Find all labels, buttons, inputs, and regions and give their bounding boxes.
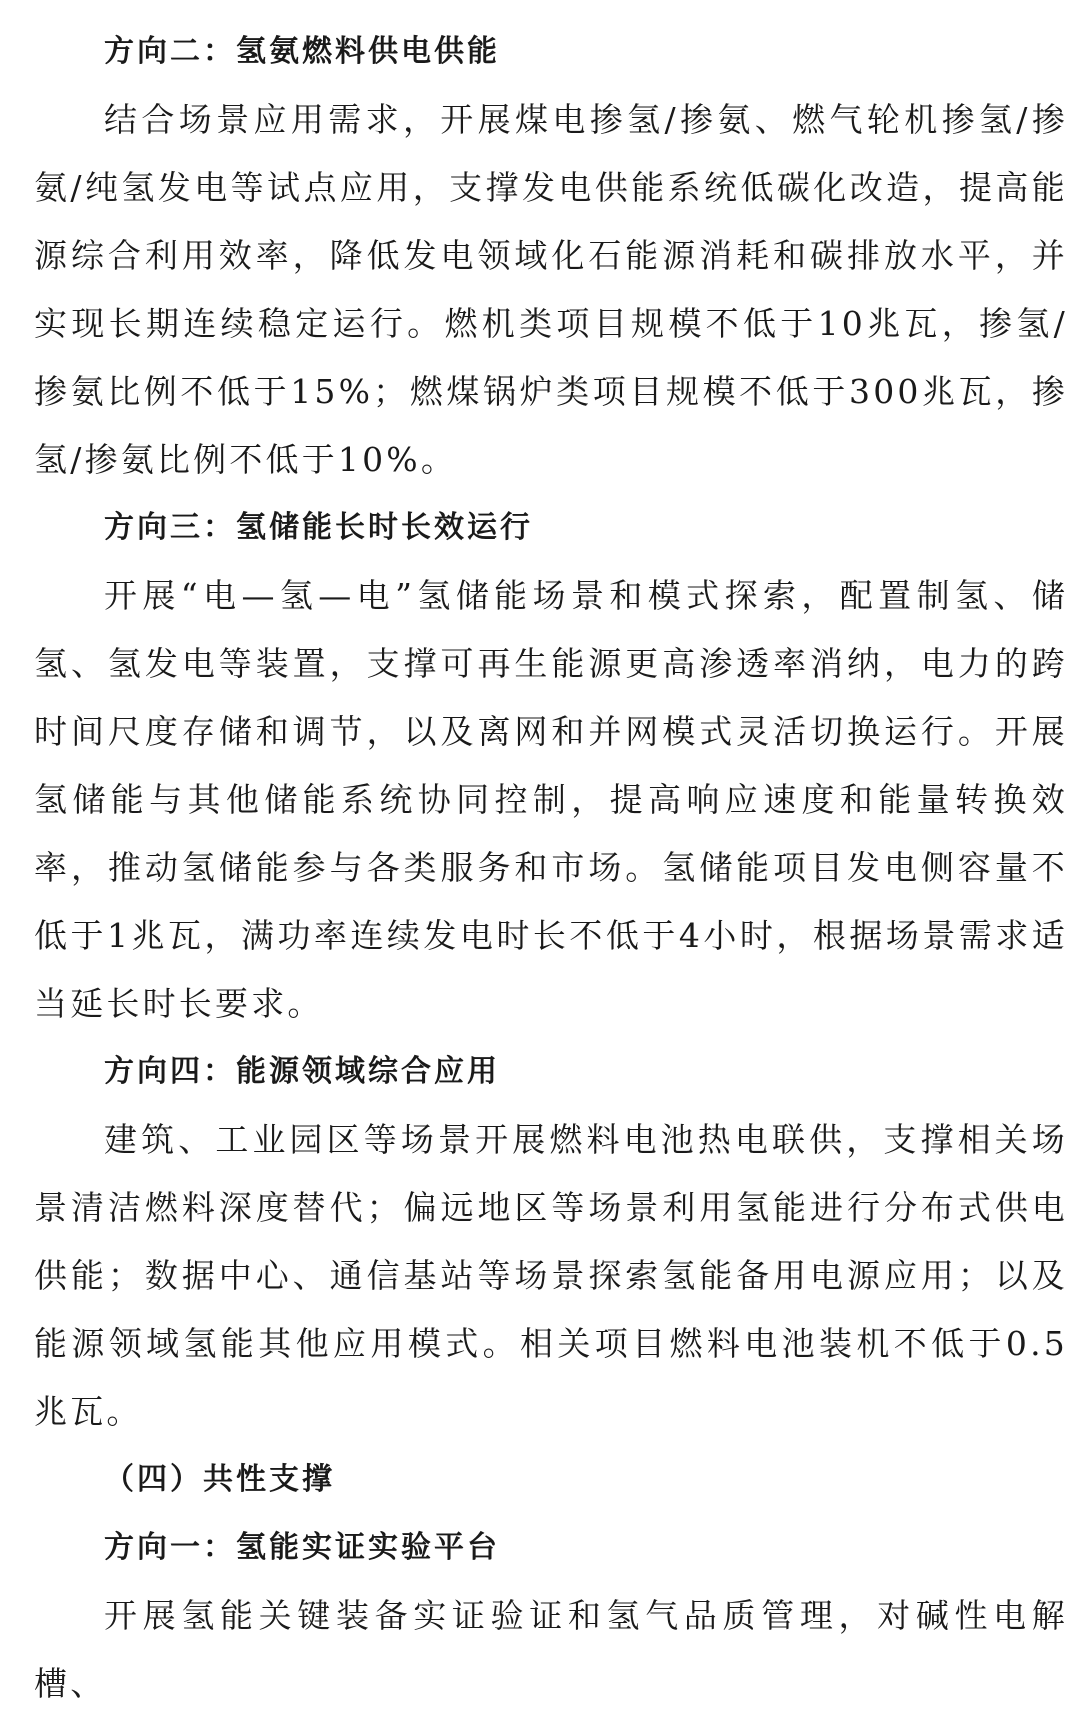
heading-direction-2: 方向二：氢氨燃料供电供能 <box>104 34 500 69</box>
paragraph-direction-2: 结合场景应用需求，开展煤电掺氢/掺氨、燃气轮机掺氢/掺氨/纯氢发电等试点应用，支撑发电供能系统低碳化改造，提高能源综合利用效率，降低发电领域化石能源消耗和碳排放水平，并实现长期连续稳定运行。燃机类项目规模不低于10兆瓦，掺氢/掺氨比例不低于15%；燃煤锅炉类项目规模不低于300兆瓦，掺氢/掺氨比例不低于10%。 <box>34 100 1068 479</box>
heading-direction-3: 方向三：氢储能长时长效运行 <box>104 510 533 545</box>
paragraph-direction-1: 开展氢能关键装备实证验证和氢气品质管理，对碱性电解槽、 <box>34 1596 1068 1703</box>
paragraph-direction-3: 开展“电—氢—电”氢储能场景和模式探索，配置制氢、储氢、氢发电等装置，支撑可再生能源更高渗透率消纳，电力的跨时间尺度存储和调节，以及离网和并网模式灵活切换运行。开展氢储能与其他储能系统协同控制，提高响应速度和能量转换效率，推动氢储能参与各类服务和市场。氢储能项目发电侧容量不低于1兆瓦，满功率连续发电时长不低于4小时，根据场景需求适当延长时长要求。 <box>34 576 1068 1023</box>
heading-direction-4: 方向四：能源领域综合应用 <box>104 1054 500 1089</box>
heading-section-4: （四）共性支撑 <box>104 1462 335 1497</box>
paragraph-direction-4: 建筑、工业园区等场景开展燃料电池热电联供，支撑相关场景清洁燃料深度替代；偏远地区等场景利用氢能进行分布式供电供能；数据中心、通信基站等场景探索氢能备用电源应用；以及能源领域氢能其他应用模式。相关项目燃料电池装机不低于0.5兆瓦。 <box>34 1120 1068 1431</box>
heading-direction-1: 方向一：氢能实证实验平台 <box>104 1530 500 1565</box>
